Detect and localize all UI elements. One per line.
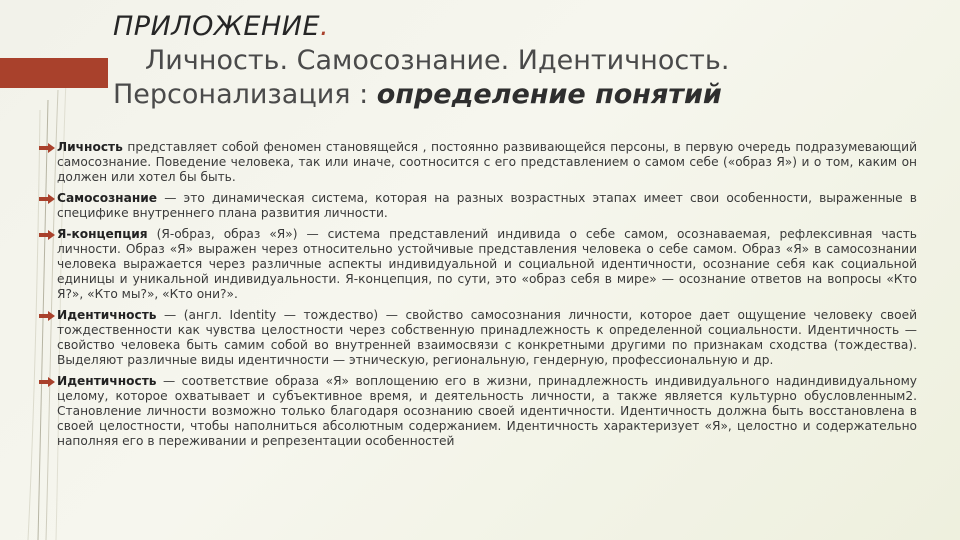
arrow-bullet-icon xyxy=(37,140,57,154)
title-line-2: Личность. Самосознание. Идентичность. xyxy=(145,45,730,76)
arrow-bullet-icon xyxy=(37,227,57,241)
bullet-text xyxy=(57,374,917,449)
title-emphasis: определение понятий xyxy=(376,79,722,110)
bullet-list xyxy=(37,140,917,455)
list-item xyxy=(37,374,917,449)
title-dot: . xyxy=(320,11,330,42)
title-appendix-label: ПРИЛОЖЕНИЕ xyxy=(113,11,321,42)
term: Идентичность xyxy=(57,374,157,388)
term: Идентичность xyxy=(57,308,157,322)
definition: — это динамическая система, которая на разных возрастных этапах имеет свои особенности, выраженные в специфике внутреннего плана развития личности. xyxy=(57,191,917,220)
title-main-text: Персонализация : xyxy=(113,79,377,110)
title-line-3 xyxy=(113,78,933,112)
list-item xyxy=(37,140,917,185)
definition: (Я-образ, образ «Я») — система представлений индивида о себе самом, осознаваемая, рефлексивная часть личности. Образ «Я» выражен через относительно устойчивые представления человека о себе самом. Образ «Я» в самосознании человека выражается через различные аспекты индивидуальной и социальной идентичности, осознание себя как социальной единицы и уникальной индивидуальности. Я-концепция, по сути, это «образ себя в мире» — осознание ответов на вопросы «Кто Я?», «Кто мы?», «Кто они?». xyxy=(57,227,917,301)
slide-title xyxy=(113,10,933,112)
list-item xyxy=(37,227,917,302)
term: Личность xyxy=(57,140,123,154)
term: Самосознание xyxy=(57,191,158,205)
arrow-bullet-icon xyxy=(37,374,57,388)
definition: — (англ. Identity — тождество) — свойство самосознания личности, которое дает ощущение человеку своей тождественности как чувства целостности через собственную принадлежность к определенной социальности. Идентичность — свойство человека быть самим собой во внутренней взаимосвязи с конкретными другими по признакам сходства (тождества). Выделяют различные виды идентичности — этническую, региональную, гендерную, профессиональную и др. xyxy=(57,308,917,367)
arrow-bullet-icon xyxy=(37,191,57,205)
bullet-text xyxy=(57,191,917,221)
bullet-text xyxy=(57,140,917,185)
title-line-1 xyxy=(113,10,933,44)
arrow-bullet-icon xyxy=(37,308,57,322)
bullet-text xyxy=(57,227,917,302)
bullet-text xyxy=(57,308,917,368)
list-item xyxy=(37,308,917,368)
list-item xyxy=(37,191,917,221)
accent-bar xyxy=(0,58,108,88)
definition: представляет собой феномен становящейся , постоянно развивающейся персоны, в первую очередь подразумевающий самосознание. Поведение человека, так или иначе, соотносится с его представлением о самом себе («образ Я») и о том, каким он должен или хотел бы быть. xyxy=(57,140,917,184)
term: Я-концепция xyxy=(57,227,148,241)
definition: — соответствие образа «Я» воплощению его в жизни, принадлежность индивидуального надиндивидуальному целому, которое охватывает и субъективное время, и деятельность личности, а также является культурно обусловленным2. Становление личности возможно только благодаря осознанию своей идентичности. Идентичность должна быть восстановлена в своей целостности, чтобы наполниться абсолютным содержанием. Идентичность характеризует «Я», целостно и содержательно наполняя его в переживании и репрезентации особенностей xyxy=(57,374,917,448)
